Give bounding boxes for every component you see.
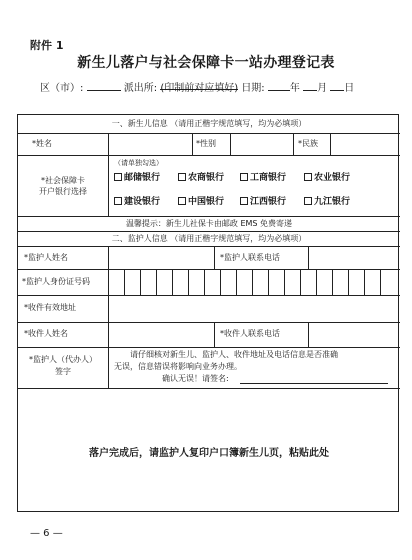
recipient-phone-label: *收件人联系电话 xyxy=(220,329,280,338)
signer-label-line1: *监护人（代办人） xyxy=(29,355,97,364)
district-label: 区（市）: xyxy=(40,83,84,94)
signature-line[interactable] xyxy=(240,383,388,384)
bank-label-line1: *社会保障卡 xyxy=(41,176,85,185)
bank-option-jiangxi[interactable]: 江西银行 xyxy=(240,197,286,208)
guardian-id-label: *监护人身份证号码 xyxy=(22,277,90,286)
district-field[interactable] xyxy=(87,80,121,91)
confirm-text-1: 请仔细核对新生儿、监护人、收件地址及电话信息是否准确 xyxy=(130,350,338,359)
checkbox-icon[interactable] xyxy=(304,197,312,205)
bank-option-ccb[interactable]: 建设银行 xyxy=(114,197,160,208)
ems-tip: 温馨提示：新生儿社保卡由邮政 EMS 免费寄递 xyxy=(125,219,293,228)
year-field[interactable] xyxy=(268,80,290,91)
bank-label-line2: 开户银行选择 xyxy=(39,187,87,196)
date-label: 日期: xyxy=(241,83,265,94)
address-label: *收件有效地址 xyxy=(24,303,76,312)
checkbox-icon[interactable] xyxy=(240,173,248,181)
confirm-text-3: 确认无误！请签名: xyxy=(162,374,229,383)
checkbox-icon[interactable] xyxy=(178,197,186,205)
day-field[interactable] xyxy=(330,80,344,91)
form-title: 新生儿落户与社会保障卡一站办理登记表 xyxy=(77,55,335,71)
bank-option-rural[interactable]: 农商银行 xyxy=(178,173,224,184)
confirm-text-2: 无误，信息错误将影响向业务办理。 xyxy=(114,362,242,371)
bank-hint: （请单独勾选） xyxy=(114,159,163,167)
month-field[interactable] xyxy=(303,80,317,91)
baby-ethnicity-label: *民族 xyxy=(298,139,318,148)
attachment-label: 附件 1 xyxy=(30,39,64,52)
section2-heading: 二、监护人信息 （请用正楷字规范填写，均为必填项） xyxy=(111,234,307,243)
year-label: 年 xyxy=(289,83,300,94)
guardian-phone-label: *监护人联系电话 xyxy=(220,253,280,262)
checkbox-icon[interactable] xyxy=(304,173,312,181)
checkbox-icon[interactable] xyxy=(114,197,122,205)
guardian-name-label: *监护人姓名 xyxy=(24,253,68,262)
police-field[interactable] xyxy=(160,79,239,94)
checkbox-icon[interactable] xyxy=(114,173,122,181)
baby-gender-label: *性别 xyxy=(196,139,216,148)
police-label: 派出所: xyxy=(123,83,158,94)
paste-area-text: 落户完成后，请监护人复印户口簿新生儿页，粘贴此处 xyxy=(89,448,329,459)
bank-option-postal[interactable]: 邮储银行 xyxy=(114,173,160,184)
page-number: — 6 — xyxy=(30,528,63,539)
bank-option-abc[interactable]: 农业银行 xyxy=(304,173,350,184)
registration-table xyxy=(17,114,399,512)
bank-option-jiujiang[interactable]: 九江银行 xyxy=(304,197,350,208)
bank-option-icbc[interactable]: 工商银行 xyxy=(240,173,286,184)
checkbox-icon[interactable] xyxy=(240,197,248,205)
bank-option-boc[interactable]: 中国银行 xyxy=(178,197,224,208)
section1-heading: 一、新生儿信息 （请用正楷字规范填写，均为必填项） xyxy=(111,119,307,128)
checkbox-icon[interactable] xyxy=(178,173,186,181)
signer-label-line2: 签字 xyxy=(55,367,71,376)
header-info-line xyxy=(40,79,354,94)
day-label: 日 xyxy=(344,83,355,94)
police-note: (印制前对应填好) xyxy=(160,83,239,94)
baby-name-label: *姓名 xyxy=(32,139,52,148)
month-label: 月 xyxy=(317,83,328,94)
recipient-name-label: *收件人姓名 xyxy=(24,329,68,338)
